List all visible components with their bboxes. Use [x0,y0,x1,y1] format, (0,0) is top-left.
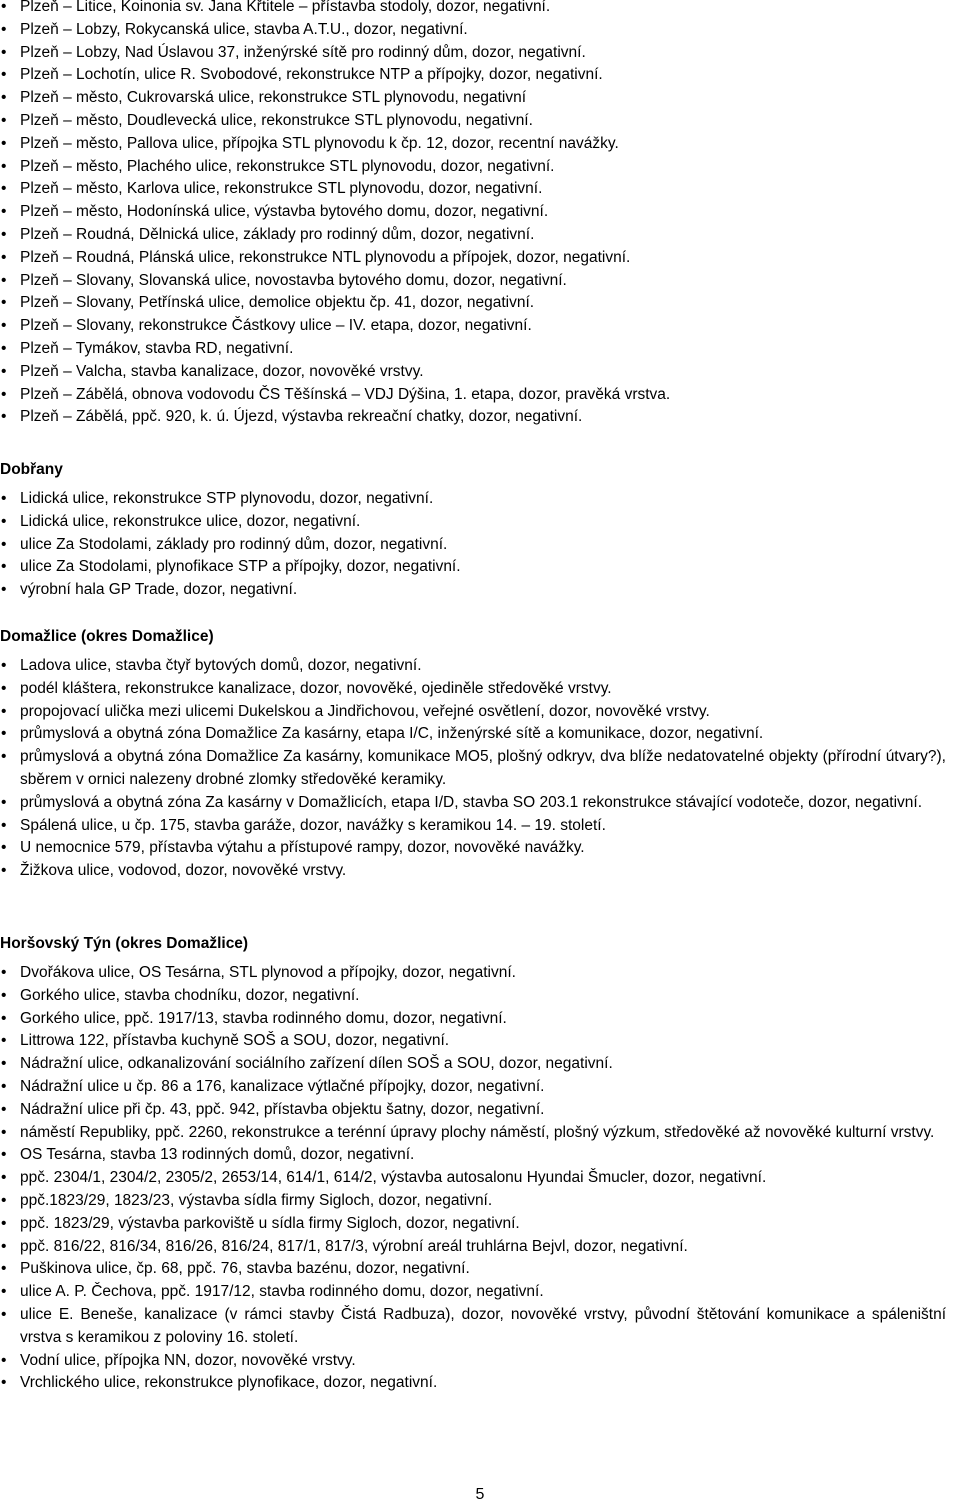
list-item: • propojovací ulička mezi ulicemi Dukelskou a Jindřichovou, veřejné osvětlení, dozor, novověké vrstvy. [0,701,960,724]
list-item: • Nádražní ulice u čp. 86 a 176, kanalizace výtlačné přípojky, dozor, negativní. [0,1076,960,1099]
list-item: • Nádražní ulice při čp. 43, ppč. 942, přístavba objektu šatny, dozor, negativní. [0,1099,960,1122]
section-heading: Dobřany [0,461,63,478]
list-item: • Vodní ulice, přípojka NN, dozor, novověké vrstvy. [0,1350,960,1373]
list-item: • Lidická ulice, rekonstrukce STP plynovodu, dozor, negativní. [0,488,960,511]
list-item: • Plzeň – Zábělá, obnova vodovodu ČS Těšínská – VDJ Dýšina, 1. etapa, dozor, pravěká vrstva. [0,384,946,407]
list-item: • Plzeň – město, Plachého ulice, rekonstrukce STL plynovodu, dozor, negativní. [0,156,946,179]
section-horsovsky-tyn [0,933,960,1395]
dobrany-list [0,488,960,602]
list-item: • U nemocnice 579, přístavba výtahu a přístupové rampy, dozor, novověké navážky. [0,837,960,860]
list-item: • Plzeň – Roudná, Plánská ulice, rekonstrukce NTL plynovodu a přípojek, dozor, negativní. [0,247,946,270]
domazlice-list [0,655,960,883]
section-heading: Domažlice (okres Domažlice) [0,628,214,645]
list-item: • průmyslová a obytná zóna Za kasárny v Domažlicích, etapa I/D, stavba SO 203.1 rekonstrukce stávající vodoteče, dozor, negativní. [0,792,960,815]
list-item: • Plzeň – Valcha, stavba kanalizace, dozor, novověké vrstvy. [0,361,946,384]
list-item: • výrobní hala GP Trade, dozor, negativní. [0,579,960,602]
list-item: • ppč. 2304/1, 2304/2, 2305/2, 2653/14, 614/1, 614/2, výstavba autosalonu Hyundai Šmucler, dozor, negativní. [0,1167,960,1190]
list-item: • Gorkého ulice, ppč. 1917/13, stavba rodinného domu, dozor, negativní. [0,1008,960,1031]
list-item: • Plzeň – Roudná, Dělnická ulice, základy pro rodinný dům, dozor, negativní. [0,224,946,247]
list-item: • ulice E. Beneše, kanalizace (v rámci stavby Čistá Radbuza), dozor, novověké vrstvy, původní štětování komunikace a spáleništní vrstva s keramikou z poloviny 16. století. [0,1304,960,1350]
list-item: • Plzeň – město, Karlova ulice, rekonstrukce STL plynovodu, dozor, negativní. [0,178,946,201]
list-item: • Plzeň – Lobzy, Rokycanská ulice, stavba A.T.U., dozor, negativní. [0,19,946,42]
list-item: • Vrchlického ulice, rekonstrukce plynofikace, dozor, negativní. [0,1372,960,1395]
section-heading: Horšovský Týn (okres Domažlice) [0,935,249,952]
section-dobrany [0,459,960,602]
list-item: • ulice Za Stodolami, plynofikace STP a přípojky, dozor, negativní. [0,556,960,579]
plzen-list [0,0,946,429]
list-item: • ppč.1823/29, 1823/23, výstavba sídla firmy Sigloch, dozor, negativní. [0,1190,960,1213]
list-item: • Plzeň – Lobzy, Nad Úslavou 37, inženýrské sítě pro rodinný dům, dozor, negativní. [0,42,946,65]
list-item: • náměstí Republiky, ppč. 2260, rekonstrukce a terénní úpravy plochy náměstí, plošný výzkum, středověké až novověké kulturní vrstvy. [0,1122,960,1145]
list-item: • Littrowa 122, přístavba kuchyně SOŠ a SOU, dozor, negativní. [0,1030,960,1053]
list-item: • Žižkova ulice, vodovod, dozor, novověké vrstvy. [0,860,960,883]
list-item: • ppč. 1823/29, výstavba parkoviště u sídla firmy Sigloch, dozor, negativní. [0,1213,960,1236]
list-item: • Puškinova ulice, čp. 68, ppč. 76, stavba bazénu, dozor, negativní. [0,1258,960,1281]
list-item: • podél kláštera, rekonstrukce kanalizace, dozor, novověké, ojediněle středověké vrstvy. [0,678,960,701]
section-domazlice [0,626,960,883]
list-item: • ppč. 816/22, 816/34, 816/26, 816/24, 817/1, 817/3, výrobní areál truhlárna Bejvl, dozor, negativní. [0,1236,960,1259]
list-item: • Plzeň – město, Pallova ulice, přípojka STL plynovodu k čp. 12, dozor, recentní navážky. [0,133,946,156]
list-item: • průmyslová a obytná zóna Domažlice Za kasárny, komunikace MO5, plošný odkryv, dva blíže nedatovatelné objekty (přírodní útvary?), sběrem v ornici nalezeny drobné zlomky středověké keramiky. [0,746,960,792]
list-item: • Spálená ulice, u čp. 175, stavba garáže, dozor, navážky s keramikou 14. – 19. století. [0,815,960,838]
list-item: • Plzeň – Slovany, Petřínská ulice, demolice objektu čp. 41, dozor, negativní. [0,292,946,315]
list-item: • OS Tesárna, stavba 13 rodinných domů, dozor, negativní. [0,1144,960,1167]
list-item: • Gorkého ulice, stavba chodníku, dozor, negativní. [0,985,960,1008]
list-item: • Plzeň – Litice, Koinonia sv. Jana Křtitele – přístavba stodoly, dozor, negativní. [0,0,946,19]
list-item: • Dvořákova ulice, OS Tesárna, STL plynovod a přípojky, dozor, negativní. [0,962,960,985]
list-item: • Nádražní ulice, odkanalizování sociálního zařízení dílen SOŠ a SOU, dozor, negativní. [0,1053,960,1076]
horsovsky-list [0,962,960,1395]
list-item: • Plzeň – Slovany, rekonstrukce Částkovy ulice – IV. etapa, dozor, negativní. [0,315,946,338]
list-item: • Plzeň – město, Cukrovarská ulice, rekonstrukce STL plynovodu, negativní [0,87,946,110]
list-item: • Plzeň – Tymákov, stavba RD, negativní. [0,338,946,361]
list-item: • ulice A. P. Čechova, ppč. 1917/12, stavba rodinného domu, dozor, negativní. [0,1281,960,1304]
list-item: • Plzeň – Zábělá, ppč. 920, k. ú. Újezd, výstavba rekreační chatky, dozor, negativní. [0,406,946,429]
list-item: • Plzeň – město, Doudlevecká ulice, rekonstrukce STL plynovodu, negativní. [0,110,946,133]
list-item: • Plzeň – město, Hodonínská ulice, výstavba bytového domu, dozor, negativní. [0,201,946,224]
list-item: • Lidická ulice, rekonstrukce ulice, dozor, negativní. [0,511,960,534]
page-number: 5 [475,1486,485,1503]
list-item: • průmyslová a obytná zóna Domažlice Za kasárny, etapa I/C, inženýrské sítě a komunikace, dozor, negativní. [0,723,960,746]
list-item: • Plzeň – Slovany, Slovanská ulice, novostavba bytového domu, dozor, negativní. [0,270,946,293]
list-item: • Ladova ulice, stavba čtyř bytových domů, dozor, negativní. [0,655,960,678]
list-item: • ulice Za Stodolami, základy pro rodinný dům, dozor, negativní. [0,534,960,557]
list-item: • Plzeň – Lochotín, ulice R. Svobodové, rekonstrukce NTP a přípojky, dozor, negativní. [0,64,946,87]
